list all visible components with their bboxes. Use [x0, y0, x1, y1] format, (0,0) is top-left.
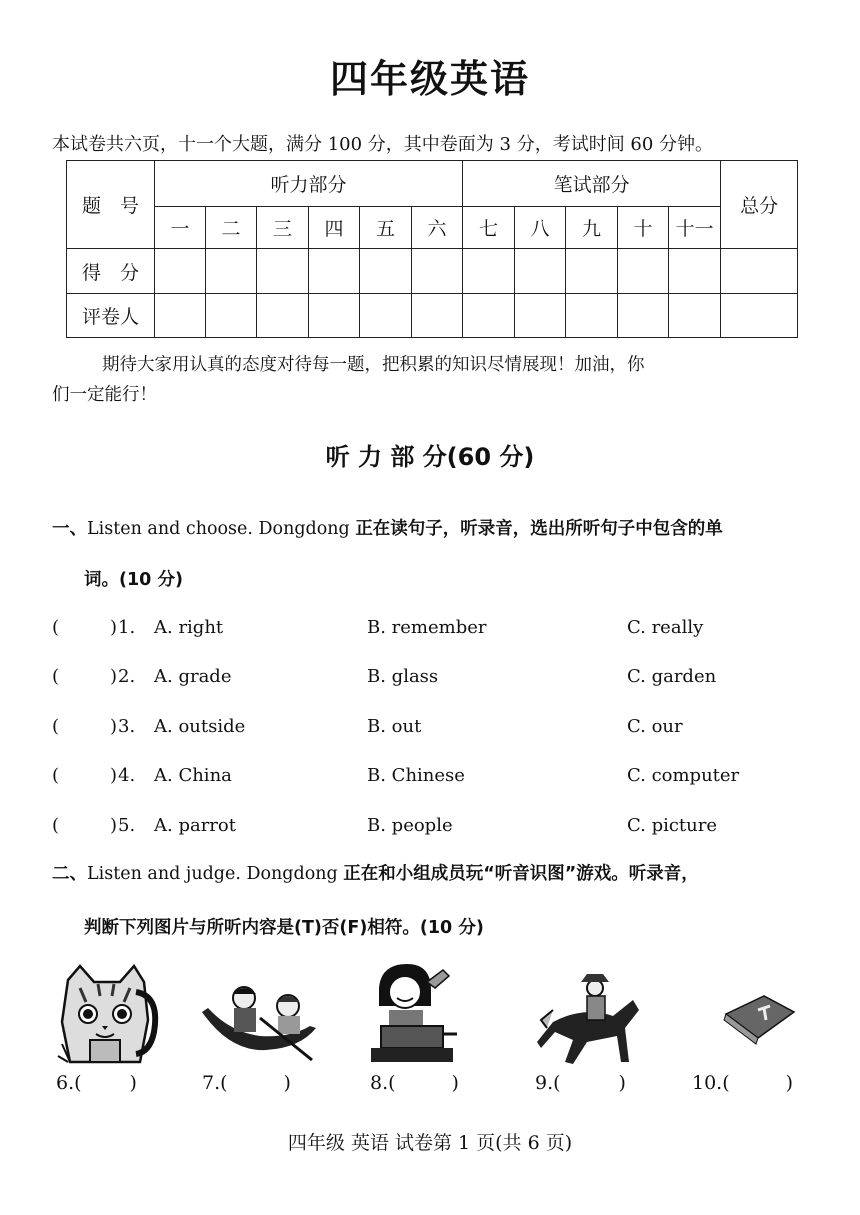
number-cell: 三: [257, 207, 309, 249]
exam-title: 四年级英语: [329, 57, 530, 101]
section1-zh: 正在读句子，听录音，选出所听句子中包含的单: [355, 519, 723, 539]
section1-en: Listen and choose. Dongdong: [87, 519, 356, 539]
number-cell: 七: [463, 207, 515, 249]
option-a: A. outside: [154, 716, 246, 737]
section2-instruction: [52, 860, 699, 885]
answer-7[interactable]: 7.( ): [202, 1072, 291, 1094]
total-cell: 总分: [721, 161, 798, 249]
answer-bracket-close: ): [110, 815, 118, 836]
tihao-cell: 题 号: [67, 161, 155, 249]
question-number: 1.: [118, 617, 136, 638]
option-c: C. computer: [627, 765, 740, 786]
number-cell: 五: [360, 207, 412, 249]
number-cell: 十: [618, 207, 669, 249]
option-a: A. grade: [154, 666, 232, 687]
answer-10[interactable]: 10.( ): [692, 1072, 794, 1094]
girl-cooking-icon: [365, 962, 461, 1064]
question-row: [52, 716, 832, 746]
answer-bracket[interactable]: (: [52, 815, 60, 836]
answer-bracket[interactable]: (: [52, 716, 60, 737]
answer-bracket-close: ): [110, 617, 118, 638]
cat-phone-icon: [50, 962, 162, 1067]
notebook-icon: [718, 990, 798, 1050]
section2-instruction-line2: 判断下列图片与所听内容是(T)否(F)相符。(10 分): [84, 918, 484, 938]
exam-intro: 本试卷共六页，十一个大题，满分 100 分，其中卷面为 3 分，考试时间 60 分钟。: [52, 134, 714, 155]
option-a: A. China: [154, 765, 232, 786]
number-cell: 一: [155, 207, 206, 249]
question-number: 2.: [118, 666, 136, 687]
answer-6[interactable]: 6.( ): [56, 1072, 137, 1094]
number-cell: 八: [515, 207, 566, 249]
option-c: C. garden: [627, 666, 717, 687]
question-row: [52, 765, 832, 795]
number-cell: 九: [566, 207, 618, 249]
answer-bracket[interactable]: (: [52, 666, 60, 687]
answer-bracket-close: ): [110, 765, 118, 786]
question-number: 3.: [118, 716, 136, 737]
boat-rowing-icon: [200, 978, 320, 1066]
question-number: 5.: [118, 815, 136, 836]
pingjuanren-cell: 评卷人: [67, 294, 155, 338]
section1-instruction: [52, 515, 723, 540]
option-b: B. Chinese: [367, 765, 465, 786]
defen-cell: 得 分: [67, 249, 155, 294]
listening-section-header: 听 力 部 分(60 分): [325, 443, 535, 471]
number-cell: 四: [309, 207, 360, 249]
option-c: C. really: [627, 617, 704, 638]
listening-header-cell: 听力部分: [155, 161, 463, 207]
option-c: C. picture: [627, 815, 718, 836]
cowboy-horse-icon: [533, 970, 643, 1066]
option-b: B. people: [367, 815, 453, 836]
question-row: [52, 617, 832, 647]
option-a: A. parrot: [154, 815, 236, 836]
number-cell: 十一: [669, 207, 721, 249]
answer-9[interactable]: 9.( ): [535, 1072, 626, 1094]
score-table: [66, 160, 798, 338]
page-footer: 四年级 英语 试卷第 1 页(共 6 页): [287, 1132, 573, 1154]
writing-header-cell: 笔试部分: [463, 161, 721, 207]
section2-en: Listen and judge. Dongdong: [87, 864, 344, 884]
option-c: C. our: [627, 716, 683, 737]
number-cell: 六: [412, 207, 463, 249]
option-b: B. glass: [367, 666, 439, 687]
answer-bracket-close: ): [110, 666, 118, 687]
number-cell: 二: [206, 207, 257, 249]
question-row: [52, 815, 832, 845]
option-b: B. out: [367, 716, 422, 737]
section2-num: 二、: [52, 864, 87, 884]
option-a: A. right: [154, 617, 224, 638]
option-b: B. remember: [367, 617, 487, 638]
answer-bracket[interactable]: (: [52, 765, 60, 786]
encouragement-line-1: 期待大家用认真的态度对待每一题，把积累的知识尽情展现！加油，你: [102, 355, 645, 375]
answer-bracket[interactable]: (: [52, 617, 60, 638]
section1-num: 一、: [52, 519, 87, 539]
question-row: [52, 666, 832, 696]
answer-bracket-close: ): [110, 716, 118, 737]
encouragement-line-2: 们一定能行！: [52, 385, 157, 405]
section1-instruction-line2: 词。(10 分): [84, 570, 183, 590]
answer-8[interactable]: 8.( ): [370, 1072, 459, 1094]
section2-zh: 正在和小组成员玩“听音识图”游戏。听录音，: [343, 864, 699, 884]
question-number: 4.: [118, 765, 136, 786]
